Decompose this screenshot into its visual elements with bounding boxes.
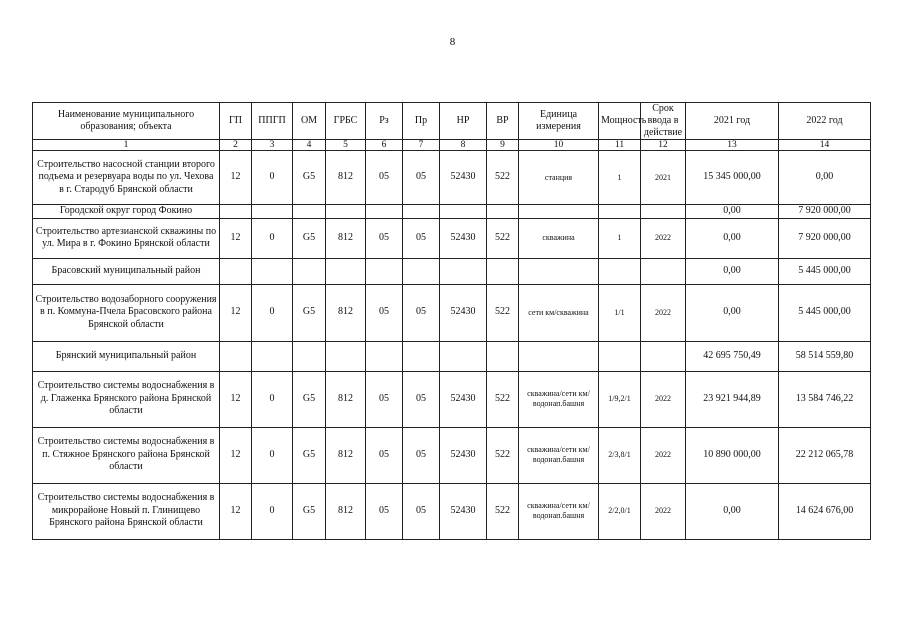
column-number: 13	[686, 140, 779, 151]
rz-cell: 05	[366, 427, 403, 483]
object-name: Строительство системы водоснабжения в п. Стяжное Брянского района Брянской области	[33, 427, 220, 483]
ppgp-cell: 0	[252, 284, 293, 341]
pr-cell: 05	[403, 371, 440, 427]
ppgp-cell: 0	[252, 218, 293, 258]
power-cell: 1/9,2/1	[599, 371, 641, 427]
vr-cell	[487, 258, 519, 284]
gp-cell	[220, 341, 252, 371]
power-cell: 2/2,0/1	[599, 483, 641, 539]
column-number: 14	[779, 140, 871, 151]
amount-2021-cell: 0,00	[686, 258, 779, 284]
nr-cell	[440, 341, 487, 371]
rz-cell: 05	[366, 218, 403, 258]
nr-cell: 52430	[440, 427, 487, 483]
page-number: 8	[449, 36, 456, 48]
om-cell: G5	[293, 483, 326, 539]
grbs-cell: 812	[326, 218, 366, 258]
grbs-cell: 812	[326, 427, 366, 483]
nr-cell	[440, 205, 487, 219]
gp-cell	[220, 258, 252, 284]
column-number: 3	[252, 140, 293, 151]
term-cell	[641, 341, 686, 371]
om-cell	[293, 205, 326, 219]
amount-2021-cell: 10 890 000,00	[686, 427, 779, 483]
table-row	[33, 258, 871, 284]
pr-cell: 05	[403, 427, 440, 483]
vr-cell: 522	[487, 483, 519, 539]
grbs-cell: 812	[326, 483, 366, 539]
table-row	[33, 483, 871, 539]
amount-2021-cell: 23 921 944,89	[686, 371, 779, 427]
gp-cell: 12	[220, 371, 252, 427]
unit-cell: скважина/сети км/водонап.башня	[519, 483, 599, 539]
object-name: Брянский муниципальный район	[33, 341, 220, 371]
vr-cell: 522	[487, 371, 519, 427]
rz-cell	[366, 258, 403, 284]
om-cell: G5	[293, 151, 326, 205]
column-number: 12	[641, 140, 686, 151]
ppgp-cell	[252, 205, 293, 219]
term-cell	[641, 205, 686, 219]
header-2021: 2021 год	[686, 103, 779, 140]
om-cell	[293, 258, 326, 284]
power-cell: 2/3,8/1	[599, 427, 641, 483]
column-number: 11	[599, 140, 641, 151]
header-pr: Пр	[403, 103, 440, 140]
om-cell: G5	[293, 284, 326, 341]
object-name: Строительство артезианской скважины по ул. Мира в г. Фокино Брянской области	[33, 218, 220, 258]
pr-cell	[403, 205, 440, 219]
amount-2022-cell: 5 445 000,00	[779, 284, 871, 341]
power-cell	[599, 205, 641, 219]
amount-2021-cell: 15 345 000,00	[686, 151, 779, 205]
column-number: 10	[519, 140, 599, 151]
header-row	[33, 103, 871, 140]
object-name: Городской округ город Фокино	[33, 205, 220, 219]
rz-cell: 05	[366, 483, 403, 539]
header-rz: Рз	[366, 103, 403, 140]
amount-2021-cell: 0,00	[686, 483, 779, 539]
unit-cell	[519, 205, 599, 219]
amount-2021-cell: 0,00	[686, 284, 779, 341]
table-row	[33, 151, 871, 205]
column-number: 4	[293, 140, 326, 151]
ppgp-cell	[252, 341, 293, 371]
nr-cell: 52430	[440, 284, 487, 341]
table-row	[33, 284, 871, 341]
vr-cell: 522	[487, 151, 519, 205]
gp-cell: 12	[220, 151, 252, 205]
unit-cell: скважина/сети км/водонап.башня	[519, 427, 599, 483]
column-number: 2	[220, 140, 252, 151]
pr-cell	[403, 258, 440, 284]
ppgp-cell: 0	[252, 427, 293, 483]
pr-cell: 05	[403, 284, 440, 341]
budget-table	[32, 102, 871, 540]
nr-cell: 52430	[440, 483, 487, 539]
column-number: 9	[487, 140, 519, 151]
grbs-cell	[326, 205, 366, 219]
header-vr: ВР	[487, 103, 519, 140]
column-number: 8	[440, 140, 487, 151]
table-row	[33, 371, 871, 427]
term-cell: 2022	[641, 218, 686, 258]
ppgp-cell: 0	[252, 483, 293, 539]
amount-2022-cell: 58 514 559,80	[779, 341, 871, 371]
column-number: 7	[403, 140, 440, 151]
rz-cell: 05	[366, 371, 403, 427]
gp-cell	[220, 205, 252, 219]
amount-2022-cell: 14 624 676,00	[779, 483, 871, 539]
gp-cell: 12	[220, 483, 252, 539]
amount-2022-cell: 5 445 000,00	[779, 258, 871, 284]
header-power: Мощность	[599, 103, 641, 140]
object-name: Строительство системы водоснабжения в д. Глаженка Брянского района Брянской области	[33, 371, 220, 427]
amount-2022-cell: 0,00	[779, 151, 871, 205]
unit-cell	[519, 341, 599, 371]
object-name: Строительство насосной станции второго подъема и резервуара воды по ул. Чехова в г. Стародуб Брянской области	[33, 151, 220, 205]
term-cell: 2021	[641, 151, 686, 205]
om-cell: G5	[293, 371, 326, 427]
ppgp-cell: 0	[252, 151, 293, 205]
table-row	[33, 205, 871, 219]
object-name: Строительство водозаборного сооружения в п. Коммуна-Пчела Брасовского района Брянской области	[33, 284, 220, 341]
object-name: Строительство системы водоснабжения в микрорайоне Новый п. Глинищево Брянского района Брянской области	[33, 483, 220, 539]
power-cell: 1	[599, 151, 641, 205]
power-cell: 1/1	[599, 284, 641, 341]
nr-cell: 52430	[440, 218, 487, 258]
amount-2021-cell: 42 695 750,49	[686, 341, 779, 371]
om-cell	[293, 341, 326, 371]
nr-cell	[440, 258, 487, 284]
vr-cell: 522	[487, 284, 519, 341]
term-cell: 2022	[641, 284, 686, 341]
vr-cell: 522	[487, 218, 519, 258]
power-cell: 1	[599, 218, 641, 258]
amount-2022-cell: 13 584 746,22	[779, 371, 871, 427]
table-row	[33, 341, 871, 371]
grbs-cell	[326, 258, 366, 284]
header-om: ОМ	[293, 103, 326, 140]
column-number: 6	[366, 140, 403, 151]
ppgp-cell: 0	[252, 371, 293, 427]
column-number-row	[33, 140, 871, 151]
rz-cell	[366, 341, 403, 371]
amount-2022-cell: 7 920 000,00	[779, 205, 871, 219]
grbs-cell	[326, 341, 366, 371]
om-cell: G5	[293, 427, 326, 483]
grbs-cell: 812	[326, 371, 366, 427]
header-name: Наименование муниципального образования; объекта	[33, 103, 220, 140]
rz-cell: 05	[366, 151, 403, 205]
nr-cell: 52430	[440, 371, 487, 427]
term-cell	[641, 258, 686, 284]
gp-cell: 12	[220, 284, 252, 341]
grbs-cell: 812	[326, 151, 366, 205]
pr-cell: 05	[403, 218, 440, 258]
rz-cell: 05	[366, 284, 403, 341]
header-grbs: ГРБС	[326, 103, 366, 140]
amount-2021-cell: 0,00	[686, 205, 779, 219]
header-nr: НР	[440, 103, 487, 140]
power-cell	[599, 341, 641, 371]
unit-cell: скважина	[519, 218, 599, 258]
unit-cell: станция	[519, 151, 599, 205]
gp-cell: 12	[220, 427, 252, 483]
table-row	[33, 218, 871, 258]
ppgp-cell	[252, 258, 293, 284]
unit-cell	[519, 258, 599, 284]
unit-cell: сети км/скважина	[519, 284, 599, 341]
power-cell	[599, 258, 641, 284]
amount-2021-cell: 0,00	[686, 218, 779, 258]
pr-cell: 05	[403, 151, 440, 205]
pr-cell	[403, 341, 440, 371]
column-number: 5	[326, 140, 366, 151]
nr-cell: 52430	[440, 151, 487, 205]
grbs-cell: 812	[326, 284, 366, 341]
vr-cell: 522	[487, 427, 519, 483]
header-2022: 2022 год	[779, 103, 871, 140]
header-ppgp: ППГП	[252, 103, 293, 140]
rz-cell	[366, 205, 403, 219]
column-number: 1	[33, 140, 220, 151]
header-gp: ГП	[220, 103, 252, 140]
term-cell: 2022	[641, 427, 686, 483]
amount-2022-cell: 7 920 000,00	[779, 218, 871, 258]
unit-cell: скважина/сети км/водонап.башня	[519, 371, 599, 427]
amount-2022-cell: 22 212 065,78	[779, 427, 871, 483]
pr-cell: 05	[403, 483, 440, 539]
vr-cell	[487, 341, 519, 371]
om-cell: G5	[293, 218, 326, 258]
header-term: Срок ввода в действие	[641, 103, 686, 140]
term-cell: 2022	[641, 483, 686, 539]
header-unit: Единица измерения	[519, 103, 599, 140]
vr-cell	[487, 205, 519, 219]
table-row	[33, 427, 871, 483]
object-name: Брасовский муниципальный район	[33, 258, 220, 284]
term-cell: 2022	[641, 371, 686, 427]
gp-cell: 12	[220, 218, 252, 258]
